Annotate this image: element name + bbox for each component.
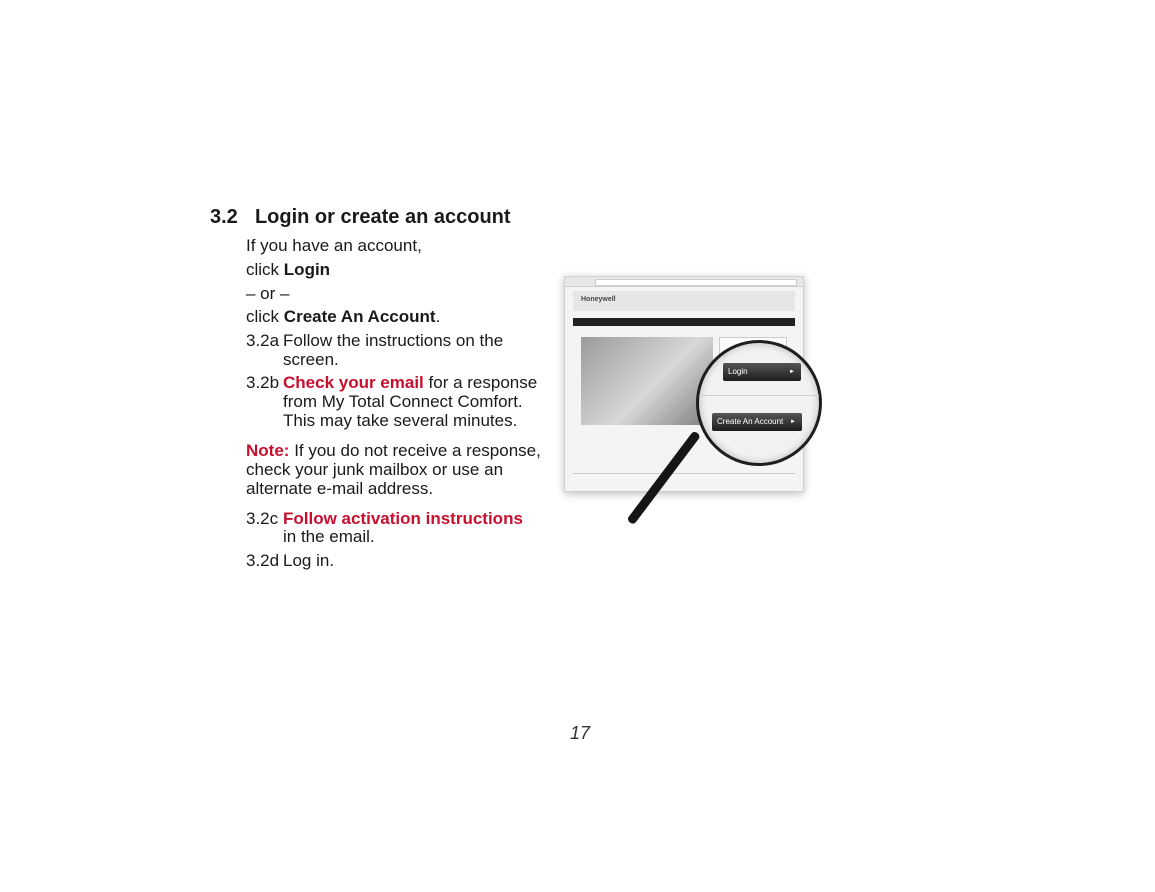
step-b-line1: [283, 373, 537, 392]
step-c-highlight: Follow activation instructions: [283, 509, 523, 528]
click-prefix-2: click: [246, 307, 280, 326]
step-a-line1: Follow the instructions on the: [283, 331, 504, 350]
site-footer: [573, 473, 795, 482]
create-account-label: Create An Account: [283, 307, 436, 326]
note-label: Note:: [246, 441, 290, 460]
woman-photo-graphic: [581, 337, 713, 425]
arrow-right-icon: ►: [789, 369, 795, 375]
site-nav-bar: [573, 318, 795, 326]
login-button-label: Login: [728, 367, 748, 376]
period: .: [435, 307, 441, 326]
step-b-number: 3.2b: [246, 373, 280, 392]
click-login-line: [246, 260, 330, 279]
lens-divider: [699, 395, 819, 396]
brand-logo: Honeywell: [581, 296, 616, 303]
magnifier-lens: [696, 340, 822, 466]
section-title: Login or create an account: [254, 206, 511, 228]
create-account-button-graphic: [712, 413, 802, 431]
step-b-highlight: Check your email: [283, 373, 424, 392]
browser-url-bar: [595, 279, 797, 286]
note-line3: alternate e-mail address.: [246, 479, 434, 498]
step-a-line2: screen.: [283, 350, 339, 369]
arrow-right-icon: ►: [790, 419, 796, 425]
step-b-line2: from My Total Connect Comfort.: [283, 392, 523, 411]
step-c-line1: [283, 509, 523, 528]
note-line1: [246, 441, 541, 460]
step-a-number: 3.2a: [246, 331, 280, 350]
step-c-number: 3.2c: [246, 509, 279, 528]
create-account-button-label: Create An Account: [717, 417, 784, 426]
note-rest: If you do not receive a response,: [294, 441, 541, 460]
click-prefix: click: [246, 260, 280, 279]
login-label: Login: [283, 260, 331, 279]
section-heading: [210, 206, 511, 229]
magnifier-illustration: [560, 270, 830, 550]
step-b-rest: for a response: [428, 373, 538, 392]
step-b-line3: This may take several minutes.: [283, 411, 518, 430]
step-d-text: Log in.: [283, 551, 335, 570]
login-button-graphic: [723, 363, 801, 381]
intro-line: If you have an account,: [246, 236, 422, 255]
step-c-line2: in the email.: [283, 527, 375, 546]
step-d-number: 3.2d: [246, 551, 280, 570]
click-create-line: [246, 307, 440, 326]
note-line2: check your junk mailbox or use an: [246, 460, 504, 479]
or-separator: – or –: [246, 284, 290, 303]
section-number: 3.2: [210, 206, 238, 228]
page-number: 17: [570, 723, 591, 743]
